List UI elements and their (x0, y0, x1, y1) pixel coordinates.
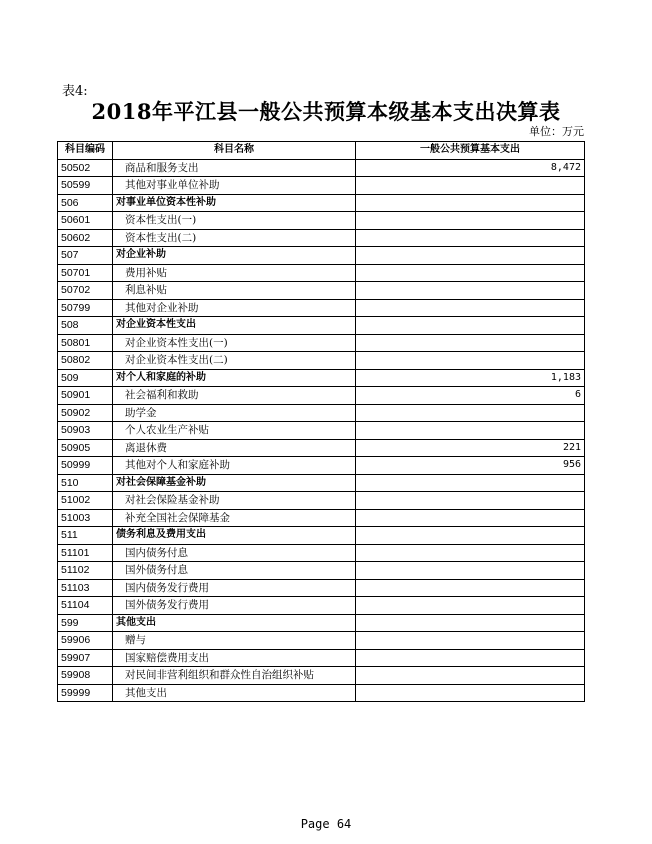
cell-name: 对社会保障基金补助 (113, 474, 356, 492)
cell-name: 赠与 (113, 632, 356, 650)
cell-name: 助学金 (113, 404, 356, 422)
header-value: 一般公共预算基本支出 (356, 142, 585, 160)
cell-code: 50702 (58, 282, 113, 300)
cell-code: 59907 (58, 649, 113, 667)
cell-name: 其他对企业补助 (113, 299, 356, 317)
cell-value: 6 (356, 387, 585, 405)
cell-code: 59906 (58, 632, 113, 650)
cell-name: 离退休费 (113, 439, 356, 457)
cell-code: 59999 (58, 684, 113, 702)
table-row (58, 474, 585, 492)
cell-value (356, 562, 585, 580)
cell-code: 508 (58, 317, 113, 335)
cell-name: 资本性支出(二) (113, 229, 356, 247)
cell-value: 8,472 (356, 159, 585, 177)
cell-code: 50901 (58, 387, 113, 405)
cell-value (356, 422, 585, 440)
unit-label: 单位：万元 (529, 125, 584, 138)
cell-name: 对个人和家庭的补助 (113, 369, 356, 387)
cell-value (356, 334, 585, 352)
cell-code: 50802 (58, 352, 113, 370)
cell-code: 50602 (58, 229, 113, 247)
table-row (58, 509, 585, 527)
cell-code: 51104 (58, 597, 113, 615)
cell-code: 51103 (58, 579, 113, 597)
page-number: Page 64 (300, 817, 352, 831)
expenditure-table (57, 141, 585, 702)
table-row (58, 457, 585, 475)
cell-value (356, 492, 585, 510)
page-title: 2018年平江县一般公共预算本级基本支出决算表 (91, 99, 561, 124)
cell-name: 对企业资本性支出(二) (113, 352, 356, 370)
cell-name: 对社会保险基金补助 (113, 492, 356, 510)
cell-code: 50999 (58, 457, 113, 475)
cell-value (356, 317, 585, 335)
cell-code: 59908 (58, 667, 113, 685)
cell-value (356, 614, 585, 632)
cell-code: 51101 (58, 544, 113, 562)
cell-value (356, 527, 585, 545)
cell-code: 50799 (58, 299, 113, 317)
table-row (58, 352, 585, 370)
cell-name: 利息补贴 (113, 282, 356, 300)
table-row (58, 562, 585, 580)
cell-name: 其他支出 (113, 684, 356, 702)
cell-code: 50502 (58, 159, 113, 177)
table-row (58, 229, 585, 247)
cell-value (356, 264, 585, 282)
table-row (58, 632, 585, 650)
table-header-row (58, 142, 585, 160)
cell-name: 对民间非营利组织和群众性自治组织补贴 (113, 667, 356, 685)
table-row (58, 387, 585, 405)
cell-value (356, 247, 585, 265)
table-row (58, 247, 585, 265)
table-row (58, 317, 585, 335)
cell-code: 50701 (58, 264, 113, 282)
table-row (58, 369, 585, 387)
table-row (58, 404, 585, 422)
cell-value (356, 684, 585, 702)
cell-code: 507 (58, 247, 113, 265)
table-row (58, 597, 585, 615)
table-row (58, 194, 585, 212)
cell-value (356, 212, 585, 230)
table-row (58, 422, 585, 440)
cell-value (356, 667, 585, 685)
table-row (58, 649, 585, 667)
cell-name: 费用补贴 (113, 264, 356, 282)
table-row (58, 667, 585, 685)
cell-name: 国内债务发行费用 (113, 579, 356, 597)
table-row (58, 684, 585, 702)
cell-name: 国家赔偿费用支出 (113, 649, 356, 667)
cell-value (356, 352, 585, 370)
cell-name: 对企业补助 (113, 247, 356, 265)
table-row (58, 299, 585, 317)
cell-code: 50601 (58, 212, 113, 230)
cell-value (356, 649, 585, 667)
cell-name: 补充全国社会保障基金 (113, 509, 356, 527)
header-code: 科目编码 (58, 142, 113, 160)
cell-value (356, 299, 585, 317)
cell-value (356, 282, 585, 300)
cell-name: 债务利息及费用支出 (113, 527, 356, 545)
table-row (58, 579, 585, 597)
cell-code: 51003 (58, 509, 113, 527)
cell-name: 个人农业生产补贴 (113, 422, 356, 440)
cell-name: 对企业资本性支出 (113, 317, 356, 335)
table-row (58, 492, 585, 510)
cell-code: 51102 (58, 562, 113, 580)
table-row (58, 544, 585, 562)
cell-code: 599 (58, 614, 113, 632)
cell-name: 国内债务付息 (113, 544, 356, 562)
cell-name: 其他对个人和家庭补助 (113, 457, 356, 475)
table-row (58, 439, 585, 457)
cell-value (356, 509, 585, 527)
table-row (58, 212, 585, 230)
cell-value: 956 (356, 457, 585, 475)
cell-name: 对企业资本性支出(一) (113, 334, 356, 352)
cell-value (356, 404, 585, 422)
cell-name: 社会福利和救助 (113, 387, 356, 405)
cell-name: 其他支出 (113, 614, 356, 632)
table-row (58, 527, 585, 545)
table-row (58, 177, 585, 195)
cell-value (356, 544, 585, 562)
cell-value (356, 177, 585, 195)
table-row (58, 159, 585, 177)
cell-name: 商品和服务支出 (113, 159, 356, 177)
cell-name: 资本性支出(一) (113, 212, 356, 230)
cell-value (356, 474, 585, 492)
cell-code: 50902 (58, 404, 113, 422)
cell-value (356, 194, 585, 212)
cell-code: 50903 (58, 422, 113, 440)
table-label: 表4: (62, 84, 88, 99)
cell-code: 50599 (58, 177, 113, 195)
cell-code: 511 (58, 527, 113, 545)
cell-code: 50801 (58, 334, 113, 352)
cell-code: 510 (58, 474, 113, 492)
cell-value (356, 597, 585, 615)
cell-code: 506 (58, 194, 113, 212)
cell-code: 509 (58, 369, 113, 387)
cell-value: 1,183 (356, 369, 585, 387)
cell-value: 221 (356, 439, 585, 457)
cell-value (356, 632, 585, 650)
cell-code: 51002 (58, 492, 113, 510)
table-row (58, 282, 585, 300)
cell-code: 50905 (58, 439, 113, 457)
table-row (58, 614, 585, 632)
cell-name: 国外债务付息 (113, 562, 356, 580)
table-row (58, 334, 585, 352)
cell-value (356, 229, 585, 247)
cell-name: 其他对事业单位补助 (113, 177, 356, 195)
cell-name: 国外债务发行费用 (113, 597, 356, 615)
header-name: 科目名称 (113, 142, 356, 160)
cell-value (356, 579, 585, 597)
cell-name: 对事业单位资本性补助 (113, 194, 356, 212)
table-row (58, 264, 585, 282)
